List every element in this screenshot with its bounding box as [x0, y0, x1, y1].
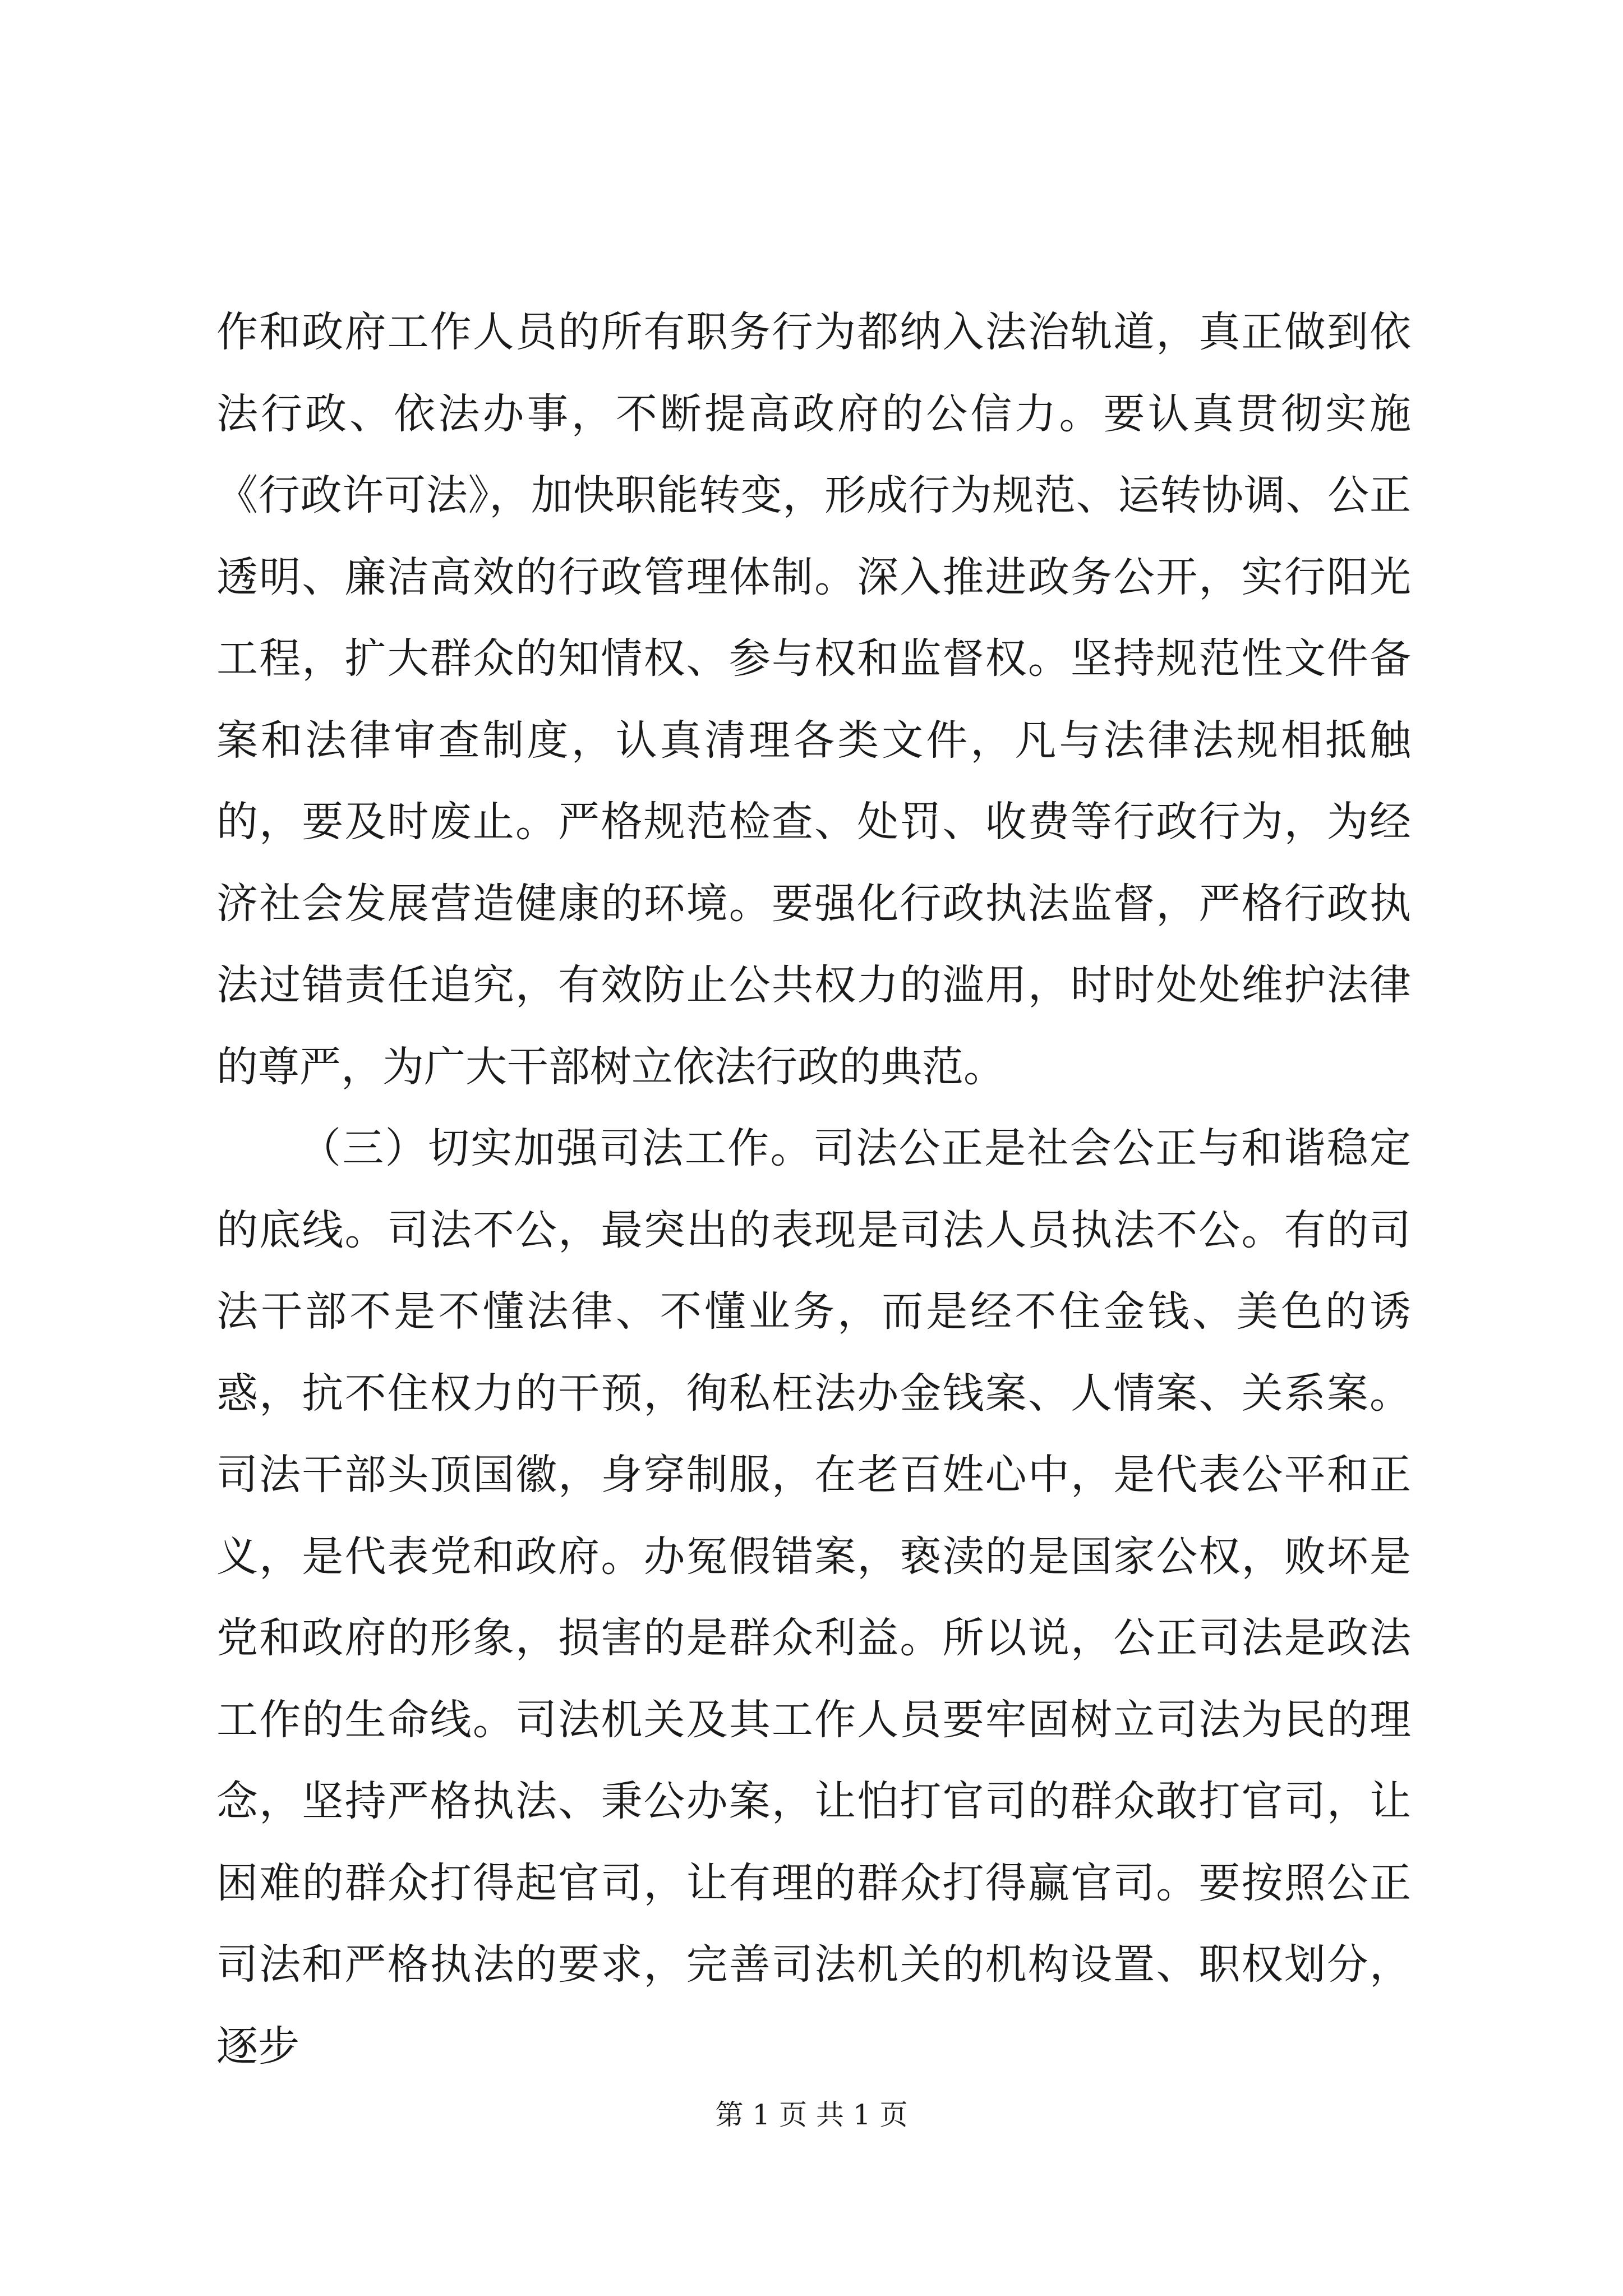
- document-body: [216, 292, 1411, 2087]
- paragraph-continuation: 作和政府工作人员的所有职务行为都纳入法治轨道，真正做到依法行政、依法办事，不断提高政府的公信力。要认真贯彻实施《行政许可法》，加快职能转变，形成行为规范、运转协调、公正透明、廉洁高效的行政管理体制。深入推进政务公开，实行阳光工程，扩大群众的知情权、参与权和监督权。坚持规范性文件备案和法律审查制度，认真清理各类文件，凡与法律法规相抵触的，要及时废止。严格规范检查、处罚、收费等行政行为，为经济社会发展营造健康的环境。要强化行政执法监督，严格行政执法过错责任追究，有效防止公共权力的滥用，时时处处维护法律的尊严，为广大干部树立依法行政的典范。: [216, 308, 1411, 1091]
- paragraph-section-three: （三）切实加强司法工作。司法公正是社会公正与和谐稳定的底线。司法不公，最突出的表现是司法人员执法不公。有的司法干部不是不懂法律、不懂业务，而是经不住金钱、美色的诱惑，抗不住权力的干预，徇私枉法办金钱案、人情案、关系案。司法干部头顶国徽，身穿制服，在老百姓心中，是代表公平和正义，是代表党和政府。办冤假错案，亵渎的是国家公权，败坏是党和政府的形象，损害的是群众利益。所以说，公正司法是政法工作的生命线。司法机关及其工作人员要牢固树立司法为民的理念，坚持严格执法、秉公办案，让怕打官司的群众敢打官司，让困难的群众打得起官司，让有理的群众打得赢官司。要按照公正司法和严格执法的要求，完善司法机关的机构设置、职权划分，逐步: [216, 1124, 1411, 2070]
- page-footer: 第 1 页 共 1 页: [715, 2099, 908, 2131]
